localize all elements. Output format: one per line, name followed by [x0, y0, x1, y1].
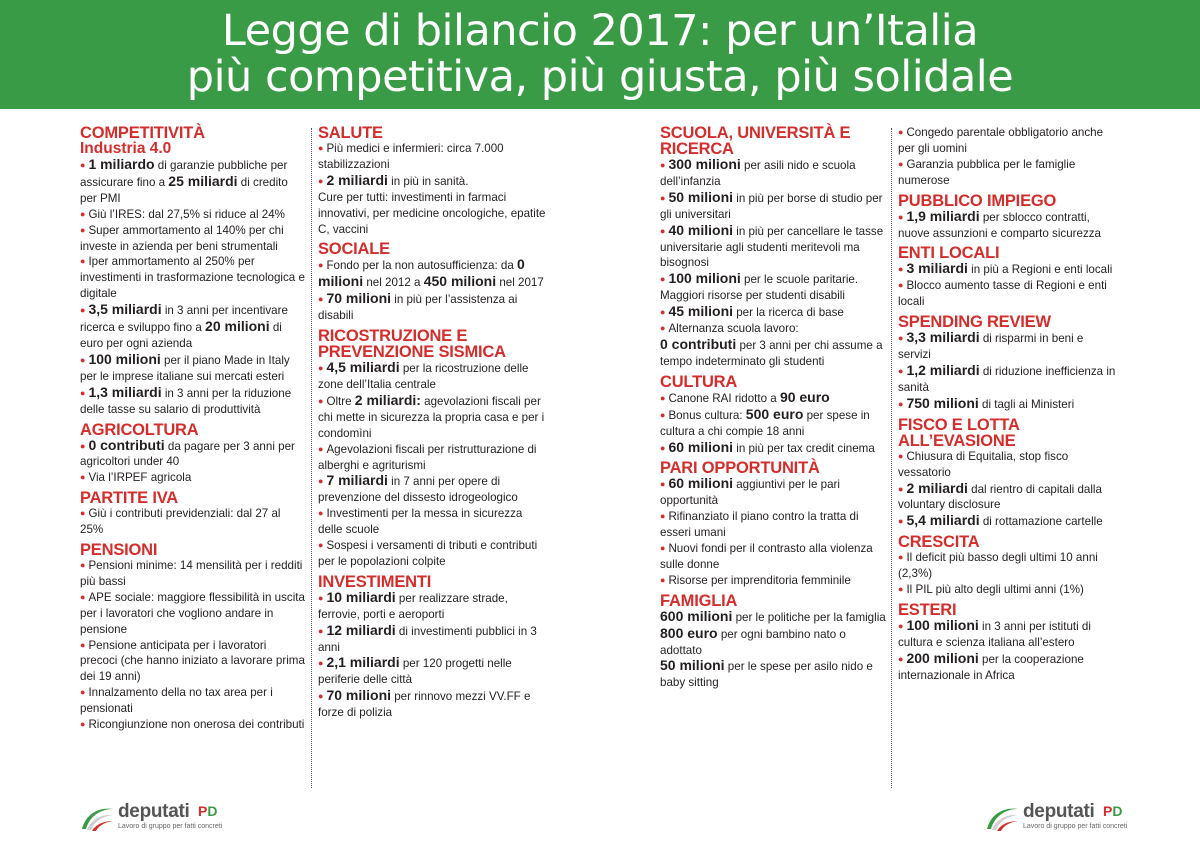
list-item — [318, 688, 550, 721]
list-item — [318, 173, 550, 238]
list-item — [660, 541, 890, 573]
item-text: aggiuntivi per le pari opportunità — [660, 478, 840, 508]
section — [80, 490, 306, 538]
bullet-icon: ● — [80, 160, 86, 170]
bullet-icon: ● — [660, 307, 666, 318]
section — [660, 460, 890, 588]
item-text: Via l’IRPEF agricola — [88, 471, 192, 485]
bullet-icon: ● — [898, 158, 904, 169]
section-heading: FAMIGLIA — [660, 591, 738, 610]
bullet-icon: ● — [80, 208, 86, 219]
title-line-2: più competitiva, più giusta, più solidale — [186, 52, 1014, 102]
item-text: di garanzie pubbliche per assicurare fino a — [80, 159, 288, 189]
list-item — [318, 257, 550, 291]
bullet-icon: ● — [898, 450, 904, 461]
item-highlight: 0 contributi — [88, 436, 165, 453]
item-highlight: 20 milioni — [205, 318, 270, 335]
item-highlight: 100 milioni — [668, 270, 741, 287]
item-highlight: 200 milioni — [906, 649, 979, 666]
item-text: Giù l’IRES: dal 27,5% si riduce al 24% — [88, 207, 285, 221]
bullet-icon: ● — [80, 305, 86, 316]
item-text: per sblocco contratti, nuove assunzioni e comparto sicurezza — [898, 210, 1101, 240]
bullet-icon: ● — [318, 658, 324, 669]
bullet-icon: ● — [898, 483, 904, 494]
bullet-icon: ● — [318, 540, 324, 551]
item-text: agevolazioni fiscali per chi mette in sicurezza la propria casa e per i condomìni — [318, 394, 545, 440]
item-highlight: 100 milioni — [88, 350, 161, 367]
item-highlight: 7 miliardi — [326, 472, 388, 489]
item-text: Cure per tutti: investimenti in farmaci innovativi, per medicine oncologiche, epatite C, vaccini — [318, 190, 546, 236]
item-text: nel 2017 — [496, 276, 544, 290]
item-highlight: 70 milioni — [326, 290, 392, 307]
section — [80, 422, 306, 487]
item-highlight: 2 miliardi — [326, 171, 388, 188]
bullet-icon: ● — [318, 476, 324, 487]
item-text: per la ricerca di base — [733, 306, 844, 320]
list-item — [660, 223, 890, 272]
bullet-icon: ● — [898, 264, 904, 275]
list-item — [660, 573, 890, 589]
item-text: di tagli ai Ministeri — [978, 397, 1075, 411]
item-text: Canone RAI ridotto a — [668, 391, 780, 405]
list-item — [660, 626, 890, 659]
bullet-icon: ● — [898, 211, 904, 222]
item-text: per la cooperazione internazionale in Africa — [898, 652, 1084, 682]
section-heading: SCUOLA, UNIVERSITÀ E RICERCA — [660, 124, 851, 158]
list-item — [898, 261, 1116, 278]
bullet-icon: ● — [80, 224, 86, 235]
column-1 — [80, 125, 306, 733]
bullet-icon: ● — [80, 719, 86, 730]
item-text: Innalzamento della no tax area per i pensionati — [80, 686, 273, 716]
bullet-icon: ● — [898, 398, 904, 409]
section-heading: INVESTIMENTI — [318, 572, 432, 591]
item-text: in 3 anni per istituti di cultura e scienza italiana all’estero — [898, 619, 1091, 649]
list-item — [318, 623, 550, 656]
bullet-icon: ● — [80, 256, 86, 267]
section — [660, 374, 890, 457]
item-highlight: 750 milioni — [906, 394, 979, 411]
bullet-icon: ● — [318, 625, 324, 636]
item-highlight: 500 euro — [745, 405, 804, 422]
item-highlight: 3,3 miliardi — [906, 329, 980, 346]
list-item — [660, 271, 890, 304]
list-item — [80, 558, 306, 590]
item-highlight: 3,5 miliardi — [88, 301, 162, 318]
item-highlight: 40 milioni — [668, 221, 734, 238]
list-item — [80, 352, 306, 385]
item-text: di euro per ogni azienda — [80, 321, 282, 350]
item-text: per le spese per asilo nido e baby sitting — [660, 660, 873, 690]
section-heading: COMPETITIVITÀ — [80, 124, 205, 142]
item-highlight: 90 euro — [779, 388, 830, 405]
item-text: Sospesi i versamenti di tributi e contributi per le popolazioni colpite — [318, 539, 538, 568]
item-text: in più in sanità. — [387, 174, 469, 188]
item-highlight: 600 milioni — [660, 607, 733, 624]
list-item — [80, 157, 306, 207]
bullet-icon: ● — [898, 584, 904, 595]
section — [318, 125, 550, 237]
item-text: per rinnovo mezzi VV.FF e forze di polizia — [318, 690, 531, 720]
bullet-icon: ● — [318, 363, 324, 374]
bullet-icon: ● — [80, 440, 86, 451]
bullet-icon: ● — [318, 260, 324, 271]
section — [80, 542, 306, 733]
section-heading: PUBBLICO IMPIEGO — [898, 191, 1057, 210]
bullet-icon: ● — [80, 387, 86, 398]
bullet-icon: ● — [318, 395, 324, 406]
list-item — [80, 470, 306, 486]
item-highlight: 50 milioni — [660, 657, 725, 674]
bullet-icon: ● — [318, 143, 324, 153]
item-highlight: 1 miliardo — [88, 156, 155, 172]
list-item — [80, 385, 306, 418]
item-text: Blocco aumento tasse di Regioni e enti locali — [898, 279, 1107, 309]
bullet-icon: ● — [318, 294, 324, 305]
bullet-icon: ● — [660, 511, 666, 522]
item-text: APE sociale: maggiore flessibilità in uscita per i lavoratori che vogliono andare in pensione — [80, 590, 305, 636]
item-text: Fondo per la non autosufficienza: da — [326, 259, 518, 273]
bullet-icon: ● — [898, 365, 904, 376]
list-item — [898, 582, 1116, 598]
item-highlight: 60 milioni — [668, 475, 734, 492]
list-item — [318, 506, 550, 538]
section — [318, 574, 550, 721]
list-item — [898, 651, 1116, 684]
bullet-icon: ● — [660, 323, 666, 334]
item-text: in 7 anni per opere di prevenzione del dissesto idrogeologico — [318, 475, 518, 505]
list-item — [660, 321, 890, 370]
item-highlight: 4,5 miliardi — [326, 359, 400, 376]
list-item — [318, 442, 550, 474]
item-text: di riduzione inefficienza in sanità — [898, 364, 1116, 394]
deputati-pd-logo — [985, 801, 1135, 837]
item-text: Il deficit più basso degli ultimi 10 anni (2,3%) — [898, 551, 1098, 581]
title-line-1: Legge di bilancio 2017: per un’Italia — [221, 6, 979, 56]
list-item — [898, 330, 1116, 363]
list-item — [898, 363, 1116, 396]
item-text: dal rientro di capitali dalla voluntary disclosure — [898, 482, 1102, 512]
list-item — [318, 393, 550, 442]
bullet-icon: ● — [80, 560, 86, 571]
deputati-pd-logo — [80, 801, 230, 837]
bullet-icon: ● — [660, 192, 666, 203]
bullet-icon: ● — [898, 127, 904, 137]
list-item — [80, 254, 306, 302]
item-text: Risorse per imprenditoria femminile — [668, 573, 851, 587]
list-item — [898, 449, 1116, 481]
item-text: Agevolazioni fiscali per ristrutturazione di alberghi e agriturismi — [318, 442, 537, 472]
section-heading: SOCIALE — [318, 240, 390, 259]
item-text: per asili nido e scuola dell’infanzia — [660, 159, 856, 188]
section-heading: CULTURA — [660, 372, 738, 391]
item-text: Congedo parentale obbligatorio anche per gli uomini — [898, 126, 1104, 155]
item-text: in più a Regioni e enti locali — [967, 263, 1113, 277]
item-text: Iper ammortamento al 250% per investimenti in trasformazione tecnologica e digitale — [80, 255, 305, 301]
section-heading: PENSIONI — [80, 541, 158, 560]
item-text: di investimenti pubblici in 3 anni — [318, 624, 537, 654]
bullet-icon: ● — [898, 653, 904, 664]
item-highlight: 2,1 miliardi — [326, 654, 400, 671]
tricolor-swoosh-icon — [985, 803, 1019, 833]
item-text: per le scuole paritarie. Maggiori risorse per studenti disabili — [660, 273, 859, 303]
list-item — [80, 685, 306, 717]
item-highlight: 5,4 miliardi — [906, 512, 980, 529]
item-text: Alternanza scuola lavoro: — [668, 322, 799, 336]
item-highlight: 450 milioni — [423, 273, 497, 290]
list-item — [318, 655, 550, 688]
bullet-icon: ● — [80, 354, 86, 365]
list-item — [80, 717, 306, 733]
list-item — [660, 440, 890, 457]
bullet-icon: ● — [660, 160, 666, 170]
item-highlight: 0 contributi — [660, 335, 737, 352]
list-item — [318, 473, 550, 506]
item-text: Garanzia pubblica per le famiglie numerose — [898, 157, 1076, 187]
item-text: Rifinanziato il piano contro la tratta di esseri umani — [660, 510, 859, 540]
item-highlight: 1,3 miliardi — [88, 383, 162, 400]
logo-word: deputati — [118, 801, 190, 822]
bullet-icon: ● — [660, 479, 666, 490]
section — [318, 241, 550, 324]
list-item — [80, 438, 306, 471]
section-heading: FISCO E LOTTA ALL’EVASIONE — [898, 415, 1020, 450]
list-item — [80, 207, 306, 223]
list-item — [898, 513, 1116, 530]
item-highlight: 2 miliardi — [906, 479, 968, 496]
item-text: Pensioni minime: 14 mensilità per i redditi più bassi — [80, 559, 303, 588]
item-text: Bonus cultura: — [668, 408, 746, 422]
section-heading: PARTITE IVA — [80, 489, 179, 508]
section-heading: PARI OPPORTUNITÀ — [660, 459, 820, 478]
list-item — [80, 638, 306, 686]
item-text: Super ammortamento al 140% per chi investe in azienda per beni strumentali — [80, 223, 284, 253]
bullet-icon: ● — [318, 691, 324, 702]
title-banner — [0, 0, 1200, 109]
list-item — [660, 476, 890, 509]
bullet-icon: ● — [660, 442, 666, 453]
section — [80, 125, 306, 418]
list-item — [318, 590, 550, 623]
list-item — [898, 550, 1116, 582]
item-text: Il PIL più alto degli ultimi anni (1%) — [906, 583, 1084, 597]
item-highlight: 45 milioni — [668, 303, 734, 320]
column-4 — [898, 125, 1116, 684]
bullet-icon: ● — [318, 443, 324, 454]
section — [898, 125, 1116, 189]
list-item — [660, 304, 890, 321]
pd-mark: PD — [198, 803, 218, 819]
item-text: per le politiche per la famiglia — [732, 610, 886, 624]
logo-word: deputati — [1023, 801, 1095, 822]
bullet-icon: ● — [898, 280, 904, 291]
logo-tagline: Lavoro di gruppo per fatti concreti — [1023, 823, 1128, 830]
item-text: Ricongiunzione non onerosa dei contributi — [88, 718, 305, 732]
section-heading: ENTI LOCALI — [898, 244, 1000, 263]
item-highlight: 0 milioni — [318, 256, 525, 290]
list-item — [660, 407, 890, 440]
item-text: Più medici e infermieri: circa 7.000 stabilizzazioni — [318, 142, 504, 171]
bullet-icon: ● — [660, 392, 666, 403]
list-item — [318, 538, 550, 570]
list-item — [898, 618, 1116, 651]
item-highlight: 100 milioni — [906, 616, 979, 633]
bullet-icon: ● — [318, 508, 324, 519]
bullet-icon: ● — [898, 333, 904, 344]
section — [898, 245, 1116, 310]
item-text: per il piano Made in Italy per le imprese italiane sui mercati esteri — [80, 353, 290, 383]
item-text: Pensione anticipata per i lavoratori precoci (che hanno iniziato a lavorare prima dei 19 anni) — [80, 638, 305, 684]
bullet-icon: ● — [898, 516, 904, 527]
list-item — [898, 278, 1116, 310]
item-text: per 3 anni per chi assume a tempo indeterminato gli studenti — [660, 338, 883, 368]
list-item — [318, 360, 550, 393]
section — [898, 534, 1116, 598]
bullet-icon: ● — [660, 409, 666, 420]
section — [898, 314, 1116, 413]
item-text: Giù i contributi previdenziali: dal 27 al 25% — [80, 507, 281, 537]
bullet-icon: ● — [660, 225, 666, 236]
item-text: in più per tax credit cinema — [733, 441, 875, 455]
column-2 — [318, 125, 550, 721]
bullet-icon: ● — [80, 508, 86, 519]
item-text: in più per l’assistenza ai disabili — [318, 293, 518, 323]
bullet-icon: ● — [898, 552, 904, 563]
item-text: in 3 anni per incentivare ricerca e sviluppo fino a — [80, 304, 288, 335]
list-item — [898, 209, 1116, 242]
section-subheading: Industria 4.0 — [80, 140, 172, 157]
list-item — [660, 157, 890, 190]
item-text: Nuovi fondi per il contrasto alla violenza sulle donne — [660, 542, 873, 571]
bullet-icon: ● — [80, 591, 86, 602]
list-item — [660, 509, 890, 541]
item-text: Oltre — [326, 394, 355, 408]
item-highlight: 70 milioni — [326, 687, 392, 704]
item-text: per 120 progetti nelle periferie delle città — [318, 657, 512, 687]
section-heading: ESTERI — [898, 600, 957, 619]
list-item — [318, 291, 550, 324]
section-heading: CRESCITA — [898, 533, 980, 552]
pd-mark: PD — [1103, 803, 1123, 819]
list-item — [660, 609, 890, 626]
list-item — [318, 141, 550, 173]
bullet-icon: ● — [660, 543, 666, 554]
item-highlight: 50 milioni — [668, 188, 734, 205]
list-item — [80, 506, 306, 538]
section-heading: AGRICOLTURA — [80, 420, 199, 439]
tricolor-swoosh-icon — [80, 803, 114, 833]
item-text: per spese in cultura a chi compie 18 anni — [660, 408, 870, 438]
section — [318, 328, 550, 570]
item-text: per la ricostruzione delle zone dell’Italia centrale — [318, 362, 529, 391]
bullet-icon: ● — [660, 274, 666, 285]
list-item — [80, 302, 306, 352]
bullet-icon: ● — [80, 687, 86, 698]
column-divider — [311, 128, 312, 788]
item-text: nel 2012 a — [363, 276, 424, 290]
column-divider — [891, 128, 892, 788]
bullet-icon: ● — [318, 175, 324, 186]
bullet-icon: ● — [80, 472, 86, 483]
bullet-icon: ● — [318, 592, 324, 603]
bullet-icon: ● — [80, 639, 86, 650]
section — [898, 417, 1116, 531]
list-item — [80, 223, 306, 255]
bullet-icon: ● — [660, 574, 666, 585]
list-item — [898, 157, 1116, 189]
section-heading: SALUTE — [318, 124, 383, 142]
section — [898, 602, 1116, 684]
section — [660, 593, 890, 692]
item-text: di risparmi in beni e servizi — [898, 332, 1084, 362]
column-3 — [660, 125, 890, 691]
list-item — [660, 190, 890, 223]
bullet-icon: ● — [898, 620, 904, 631]
logo-tagline: Lavoro di gruppo per fatti concreti — [118, 823, 223, 830]
item-text: Chiusura di Equitalia, stop fisco vessatorio — [898, 449, 1069, 479]
item-text: in più per cancellare le tasse universitarie agli studenti meritevoli ma bisognosi — [660, 224, 884, 270]
item-text: per realizzare strade, ferrovie, porti e aeroporti — [318, 591, 508, 621]
section — [660, 125, 890, 370]
list-item — [80, 590, 306, 638]
item-text: in 3 anni per la riduzione delle tasse su salario di produttività — [80, 386, 292, 416]
item-text: Investimenti per la messa in sicurezza delle scuole — [318, 507, 523, 537]
section-heading: SPENDING REVIEW — [898, 313, 1051, 332]
item-highlight: 10 miliardi — [326, 588, 396, 605]
section — [898, 193, 1116, 242]
item-highlight: 1,2 miliardi — [906, 361, 980, 378]
item-highlight: 25 miliardi — [168, 172, 238, 189]
list-item — [660, 658, 890, 691]
list-item — [898, 396, 1116, 413]
item-highlight: 3 miliardi — [906, 260, 968, 277]
item-highlight: 60 milioni — [668, 438, 734, 455]
section-heading: RICOSTRUZIONE E PREVENZIONE SISMICA — [318, 327, 506, 362]
item-text: di rottamazione cartelle — [979, 515, 1103, 529]
item-highlight: 1,9 miliardi — [906, 207, 980, 224]
item-text: da pagare per 3 anni per agricoltori under 40 — [80, 439, 295, 469]
item-highlight: 2 miliardi: — [354, 391, 421, 408]
item-highlight: 800 euro — [660, 624, 718, 641]
item-highlight: 12 miliardi — [326, 621, 396, 638]
item-text: di credito per PMI — [80, 175, 288, 205]
list-item — [660, 390, 890, 407]
item-text: per ogni bambino nato o adottato — [660, 627, 846, 657]
item-highlight: 300 milioni — [668, 156, 741, 172]
list-item — [898, 125, 1116, 157]
list-item — [898, 481, 1116, 514]
item-text: in più per borse di studio per gli universitari — [660, 191, 883, 221]
